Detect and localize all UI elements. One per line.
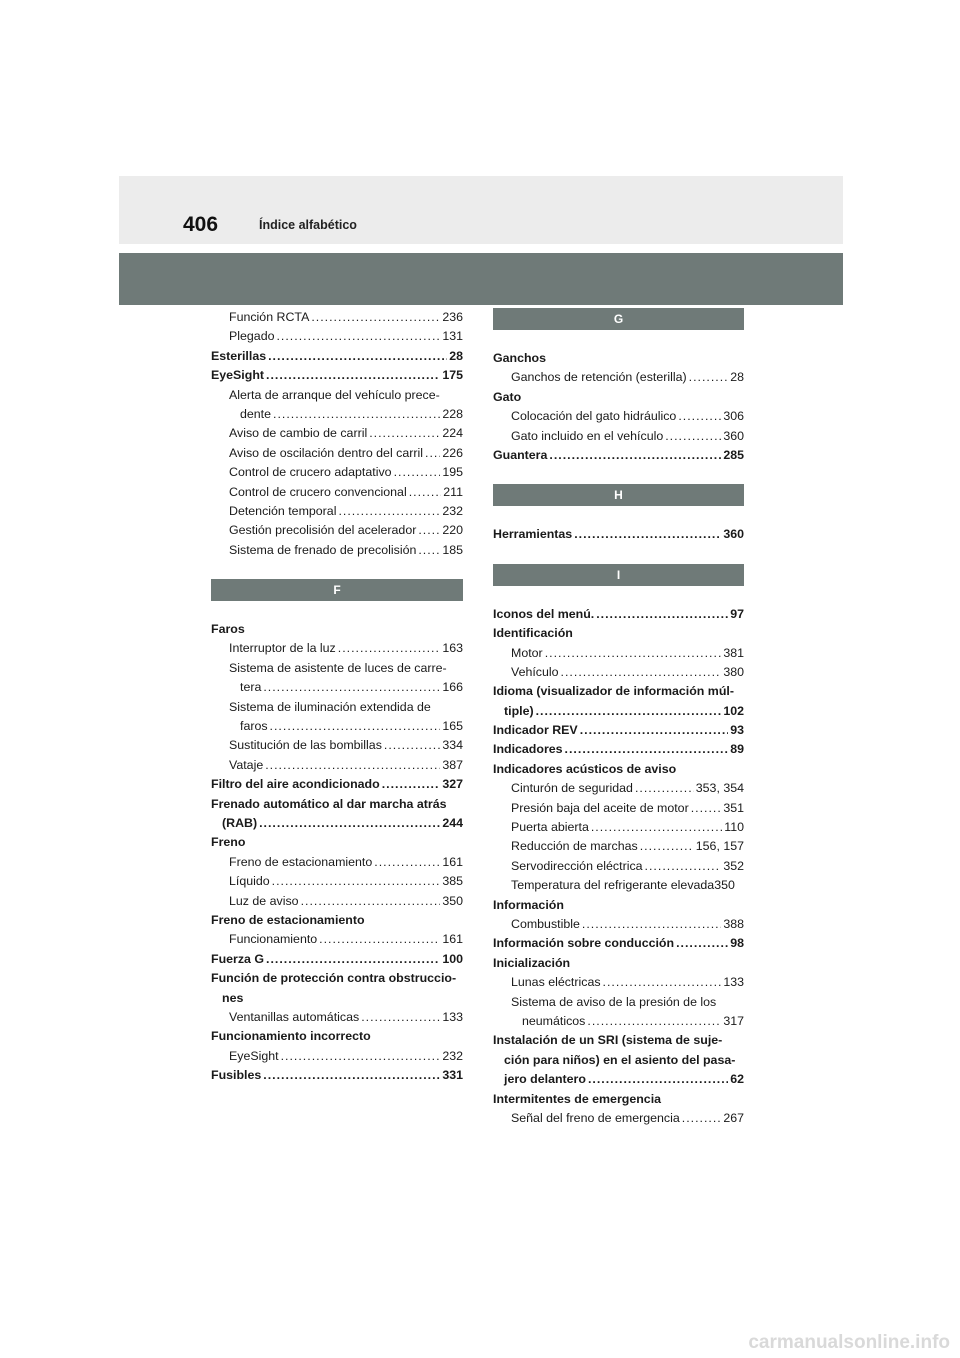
index-entry-label: Gato incluido en el vehículo	[511, 428, 664, 443]
index-entry	[493, 818, 744, 837]
index-entry-label: Idioma (visualizador de información múl-	[493, 684, 734, 699]
index-entry-page: 93	[730, 723, 744, 738]
index-entry-label: Herramientas	[493, 527, 573, 542]
index-entry-label: Freno de estacionamiento	[229, 854, 373, 869]
index-entry	[493, 407, 744, 426]
index-entry	[211, 930, 463, 949]
dot-leader	[596, 605, 728, 624]
index-entry-label: Indicadores acústicos de aviso	[493, 761, 677, 776]
index-entry-label: Vataje	[229, 757, 264, 772]
index-entry-label: tiple)	[504, 703, 534, 718]
index-entry-label: Frenado automático al dar marcha atrás	[211, 796, 447, 811]
dot-leader	[574, 525, 721, 544]
index-entry-page: 352	[723, 858, 744, 873]
dot-leader	[682, 1109, 722, 1128]
index-entry	[211, 911, 463, 930]
index-entry-label: Combustible	[511, 916, 580, 931]
index-entry-page: 97	[730, 606, 744, 621]
index-entry-label: Fusibles	[211, 1068, 262, 1083]
index-entry-page: 175	[442, 368, 463, 383]
index-entry-page: 334	[442, 738, 463, 753]
dot-leader	[565, 740, 729, 759]
dot-leader	[382, 775, 441, 794]
index-entry	[211, 424, 463, 443]
index-entry-page: 360	[723, 428, 744, 443]
index-entry-page: 100	[442, 951, 463, 966]
header-dark-band	[119, 253, 843, 305]
index-entry-label: Indicadores	[493, 742, 563, 757]
index-entry-label: tera	[240, 680, 262, 695]
index-entry-label: Guantera	[493, 447, 548, 462]
dot-leader	[319, 930, 440, 949]
index-entry-page: 28	[730, 370, 744, 385]
dot-leader	[259, 814, 440, 833]
index-entry-page: 156, 157	[695, 839, 744, 854]
index-entry	[211, 872, 463, 891]
index-entry-label: Cinturón de seguridad	[511, 781, 633, 796]
index-entry-page: 351	[723, 800, 744, 815]
index-entry-label: Sistema de iluminación extendida de	[229, 699, 431, 714]
index-entry-label: Funcionamiento incorrecto	[211, 1029, 371, 1044]
dot-leader	[678, 407, 721, 426]
index-entry-page: 285	[723, 447, 744, 462]
index-entry-page: 236	[442, 310, 463, 324]
index-entry-label: Función RCTA	[229, 310, 310, 324]
index-entry-label: Información	[493, 897, 564, 912]
dot-leader	[689, 368, 729, 387]
index-entry	[493, 349, 744, 368]
index-entry-label: Sistema de asistente de luces de carre-	[229, 660, 447, 675]
index-entry	[493, 896, 744, 915]
index-entry	[211, 1047, 463, 1066]
index-entry	[493, 682, 744, 701]
dot-leader	[588, 1070, 728, 1089]
index-entry-label: Intermitentes de emergencia	[493, 1091, 662, 1106]
index-entry-page: 226	[442, 445, 463, 460]
dot-leader	[635, 779, 694, 798]
index-entry	[493, 368, 744, 387]
index-entry	[211, 1008, 463, 1027]
index-entry-label: dente	[240, 406, 272, 421]
dot-leader	[536, 702, 722, 721]
index-entry-page: 166	[442, 680, 463, 695]
index-entry	[211, 659, 463, 678]
dot-leader	[338, 639, 441, 658]
index-entry	[493, 427, 744, 446]
index-entry-page: 232	[442, 503, 463, 518]
index-entry	[493, 1070, 744, 1089]
index-entry	[493, 663, 744, 682]
index-entry-page: 327	[442, 777, 463, 792]
index-entry	[211, 795, 463, 814]
index-entry	[493, 934, 744, 953]
index-entry-page: 98	[730, 936, 744, 951]
index-entry-page: 331	[442, 1068, 463, 1083]
index-entry-label: Señal del freno de emergencia	[511, 1110, 680, 1125]
index-entry	[493, 1031, 744, 1050]
index-entry-page: 195	[442, 465, 463, 480]
index-entry-label: Información sobre conducción	[493, 936, 675, 951]
index-entry	[493, 721, 744, 740]
index-entry-page: 165	[442, 719, 463, 734]
index-entry	[211, 736, 463, 755]
index-entry-label: Puerta abierta	[511, 820, 589, 835]
index-entry	[493, 388, 744, 407]
index-entry-page: 110	[724, 820, 744, 835]
index-entry	[493, 525, 744, 544]
index-entry	[493, 857, 744, 876]
dot-leader	[281, 1047, 441, 1066]
index-entry	[493, 993, 744, 1012]
index-entry-page: 381	[723, 645, 744, 660]
index-entry-label: Control de crucero convencional	[229, 484, 407, 499]
index-entry-label: Vehículo	[511, 664, 559, 679]
spacer	[493, 506, 744, 525]
index-entry-label: jero delantero	[504, 1072, 586, 1087]
index-entry-label: Detención temporal	[229, 503, 337, 518]
index-entry	[493, 973, 744, 992]
dot-leader	[425, 444, 440, 463]
index-entry-page: 267	[723, 1110, 744, 1125]
section-title: Índice alfabético	[259, 218, 357, 232]
header-band	[119, 176, 843, 244]
index-entry-page: 228	[442, 406, 463, 421]
index-entry	[493, 624, 744, 643]
index-entry-label: Indicador REV	[493, 723, 578, 738]
index-entry	[211, 814, 463, 833]
index-entry-label: Reducción de marchas	[511, 839, 638, 854]
index-entry	[493, 1051, 744, 1070]
index-entry	[493, 702, 744, 721]
index-entry-label: Motor	[511, 645, 543, 660]
index-entry	[493, 740, 744, 759]
dot-leader	[603, 973, 722, 992]
index-column-right	[493, 308, 744, 1128]
index-entry-label: faros	[240, 719, 268, 734]
index-entry	[211, 386, 463, 405]
index-entry	[211, 892, 463, 911]
index-entry-label: nes	[222, 990, 244, 1005]
index-entry-label: ción para niños) en el asiento del pasa-	[504, 1052, 736, 1067]
spacer	[493, 586, 744, 605]
dot-leader	[591, 818, 722, 837]
page-number: 406	[183, 213, 219, 236]
dot-leader	[276, 327, 440, 346]
index-entry	[211, 541, 463, 560]
dot-leader	[582, 915, 721, 934]
index-entry	[493, 954, 744, 973]
index-entry-page: 89	[730, 742, 744, 757]
index-entry	[211, 833, 463, 852]
index-entry	[493, 837, 744, 856]
dot-leader	[549, 446, 721, 465]
spacer	[211, 560, 463, 579]
dot-leader	[418, 521, 440, 540]
index-entry-page: 62	[730, 1072, 744, 1087]
index-entry-label: Ventanillas automáticas	[229, 1009, 360, 1024]
index-entry-label: Control de crucero adaptativo	[229, 465, 392, 480]
dot-leader	[676, 934, 728, 953]
index-entry-page: 161	[442, 854, 463, 869]
dot-leader	[338, 502, 440, 521]
index-entry-page: 350	[442, 893, 463, 908]
dot-leader	[263, 678, 440, 697]
dot-leader	[266, 366, 440, 385]
index-entry-label: Esterillas	[211, 348, 267, 363]
index-entry	[211, 639, 463, 658]
dot-leader	[263, 1066, 440, 1085]
index-entry	[493, 1109, 744, 1128]
index-entry-page: 133	[723, 975, 744, 990]
index-entry-label: Sistema de frenado de precolisión	[229, 542, 417, 557]
dot-leader	[273, 405, 440, 424]
index-entry-page: 161	[442, 932, 463, 947]
letter-section-bar: H	[493, 484, 744, 506]
index-entry-page: 220	[442, 523, 463, 538]
index-entry	[211, 521, 463, 540]
index-entry-page: 232	[442, 1048, 463, 1063]
spacer	[211, 601, 463, 620]
index-entry-label: Freno de estacionamiento	[211, 912, 365, 927]
spacer	[493, 330, 744, 349]
index-entry	[211, 1066, 463, 1085]
index-column-left	[211, 308, 463, 1085]
letter-section-bar: G	[493, 308, 744, 330]
letter-section-bar: I	[493, 564, 744, 586]
index-entry	[211, 950, 463, 969]
index-entry-label: Plegado	[229, 329, 275, 344]
dot-leader	[270, 717, 441, 736]
letter-section-bar: F	[211, 579, 463, 601]
index-entry	[493, 779, 744, 798]
index-entry-label: Freno	[211, 835, 246, 850]
index-entry-page: 28	[449, 348, 463, 363]
dot-leader	[640, 837, 694, 856]
index-entry	[493, 446, 744, 465]
index-entry	[493, 644, 744, 663]
index-entry-page: 244	[442, 815, 463, 830]
index-entry-label: neumáticos	[522, 1013, 586, 1028]
index-entry-page: 387	[442, 757, 463, 772]
index-entry-label: Temperatura del refrigerante elevada	[511, 878, 715, 893]
index-entry	[211, 502, 463, 521]
index-entry-page: 133	[442, 1009, 463, 1024]
index-entry	[211, 308, 463, 327]
index-entry	[493, 605, 744, 624]
index-entry-label: Faros	[211, 622, 245, 637]
dot-leader	[665, 427, 721, 446]
index-entry-label: Aviso de oscilación dentro del carril	[229, 445, 423, 460]
index-entry-label: Colocación del gato hidráulico	[511, 409, 677, 424]
index-entry	[211, 989, 463, 1008]
index-entry	[211, 483, 463, 502]
index-entry-label: Ganchos	[493, 351, 547, 365]
dot-leader	[580, 721, 729, 740]
spacer	[493, 545, 744, 564]
index-entry-label: Interruptor de la luz	[229, 641, 336, 656]
dot-leader	[265, 756, 440, 775]
spacer	[493, 465, 744, 484]
index-entry	[493, 876, 744, 895]
index-entry-label: Instalación de un SRI (sistema de suje-	[493, 1033, 723, 1048]
index-entry-page: 380	[723, 664, 744, 679]
index-entry	[211, 756, 463, 775]
index-entry-label: Fuerza G	[211, 951, 265, 966]
index-entry	[493, 915, 744, 934]
index-entry	[493, 760, 744, 779]
dot-leader	[394, 463, 441, 482]
index-entry	[211, 969, 463, 988]
index-entry	[211, 463, 463, 482]
index-entry-label: Presión baja del aceite de motor	[511, 800, 689, 815]
index-entry-label: Filtro del aire acondicionado	[211, 777, 380, 792]
index-entry	[211, 717, 463, 736]
index-entry-page: 163	[442, 641, 463, 656]
index-entry	[493, 799, 744, 818]
dot-leader	[374, 853, 440, 872]
index-entry-label: Identificación	[493, 626, 573, 641]
index-entry-page: 224	[442, 426, 463, 441]
index-entry-label: Sistema de aviso de la presión de los	[511, 994, 717, 1009]
dot-leader	[266, 950, 440, 969]
index-entry-page: 317	[723, 1013, 744, 1028]
dot-leader	[272, 872, 441, 891]
dot-leader	[691, 799, 722, 818]
index-entry	[211, 366, 463, 385]
index-entry-page: 131	[442, 329, 463, 344]
index-entry-page: 360	[723, 527, 744, 542]
index-entry-label: Funcionamiento	[229, 932, 318, 947]
index-entry	[211, 444, 463, 463]
index-entry-page: 306	[723, 409, 744, 424]
index-entry-label: Gato	[493, 389, 522, 404]
dot-leader	[561, 663, 722, 682]
dot-leader	[311, 308, 440, 327]
index-entry-page: 102	[723, 703, 744, 718]
index-entry-label: Ganchos de retención (esterilla)	[511, 370, 687, 385]
index-entry	[211, 678, 463, 697]
dot-leader	[409, 483, 442, 502]
index-entry	[211, 775, 463, 794]
watermark: carmanualsonline.info	[748, 1332, 950, 1353]
index-entry-label: Función de protección contra obstruccio-	[211, 971, 457, 986]
index-entry	[211, 620, 463, 639]
index-entry	[493, 1012, 744, 1031]
index-entry-label: Luz de aviso	[229, 893, 299, 908]
dot-leader	[384, 736, 440, 755]
index-entry	[211, 347, 463, 366]
index-entry-label: Alerta de arranque del vehículo prece-	[229, 387, 440, 402]
index-entry-label: EyeSight	[211, 368, 265, 383]
index-entry-page: 385	[442, 874, 463, 889]
index-entry	[211, 698, 463, 717]
dot-leader	[545, 644, 722, 663]
index-entry	[211, 1027, 463, 1046]
index-entry-label: EyeSight	[229, 1048, 279, 1063]
index-entry-page: 185	[442, 542, 463, 557]
index-entry-label: Gestión precolisión del acelerador	[229, 523, 417, 538]
dot-leader	[587, 1012, 721, 1031]
index-entry-page: 388	[723, 916, 744, 931]
index-entry-label: Aviso de cambio de carril	[229, 426, 368, 441]
index-entry-label: Lunas eléctricas	[511, 975, 601, 990]
index-entry-page: 350	[714, 878, 735, 893]
index-entry-page: 353, 354	[695, 781, 744, 796]
dot-leader	[301, 892, 441, 911]
index-entry	[493, 1090, 744, 1109]
index-entry-label: Iconos del menú.	[493, 606, 595, 621]
index-entry-label: Líquido	[229, 874, 270, 889]
index-entry-label: Servodirección eléctrica	[511, 858, 643, 873]
index-entry	[211, 405, 463, 424]
index-entry-label: (RAB)	[222, 815, 258, 830]
dot-leader	[645, 857, 722, 876]
dot-leader	[369, 424, 440, 443]
index-entry-label: Inicialización	[493, 955, 571, 970]
index-entry	[211, 853, 463, 872]
dot-leader	[418, 541, 440, 560]
dot-leader	[268, 347, 447, 366]
index-entry-page: 211	[443, 484, 463, 499]
index-entry	[211, 327, 463, 346]
dot-leader	[361, 1008, 440, 1027]
index-entry-label: Sustitución de las bombillas	[229, 738, 382, 753]
